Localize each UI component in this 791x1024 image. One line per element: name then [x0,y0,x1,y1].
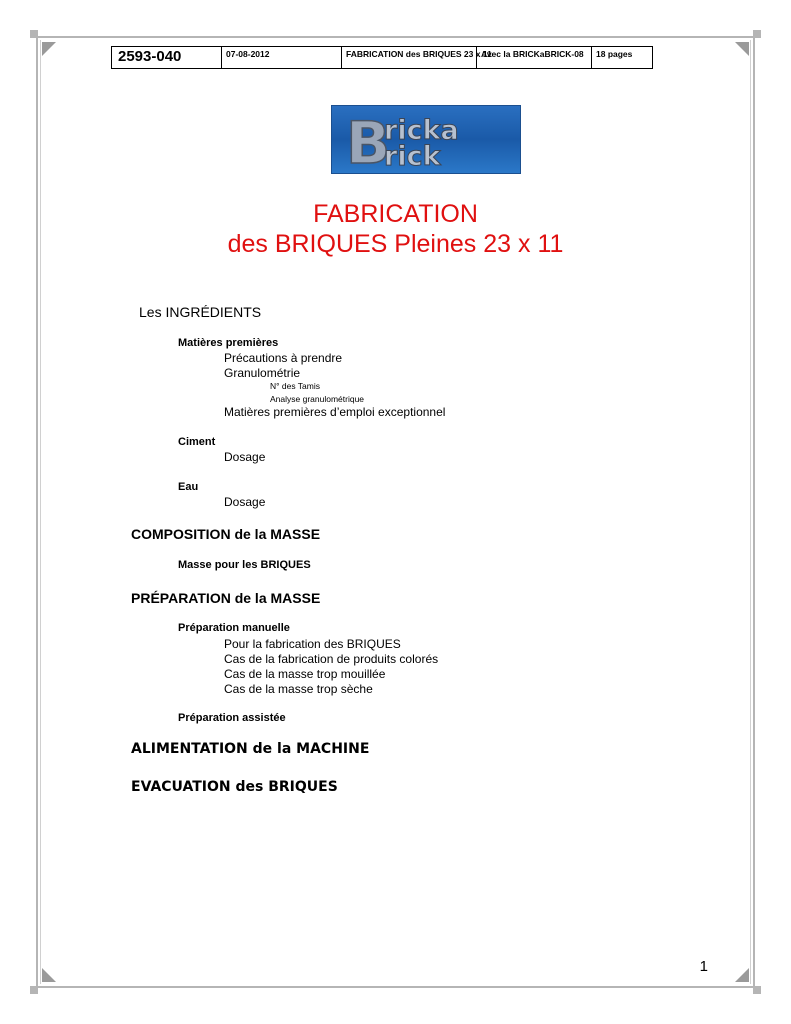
page-number: 1 [699,958,708,975]
item-emploi-exceptionnel: Matières premières d’emploi exceptionnel [224,405,446,419]
subheading-masse-briques: Masse pour les BRIQUES [178,559,311,571]
svg-text:ricka: ricka [384,115,459,146]
document-subject: FABRICATION des BRIQUES 23 x 11 [342,47,477,68]
title-line-1: FABRICATION [313,200,478,228]
item-fabrication-briques: Pour la fabrication des BRIQUES [224,637,401,651]
document-code: 2593-040 [112,47,222,68]
subheading-eau: Eau [178,481,199,493]
item-masse-seche: Cas de la masse trop sèche [224,682,373,696]
heading-ingredients: Les INGRÉDIENTS [139,304,262,320]
heading-composition: COMPOSITION de la MASSE [131,526,321,542]
item-granulometrie: Granulométrie [224,366,301,380]
heading-preparation: PRÉPARATION de la MASSE [131,590,321,606]
heading-evacuation: EVACUATION des BRIQUES [131,779,338,795]
document-machine: Avec la BRICKaBRICK-08 [477,47,592,68]
heading-alimentation: ALIMENTATION de la MACHINE [131,741,370,757]
title-line-2: des BRIQUES Pleines 23 x 11 [227,230,564,258]
subheading-matieres: Matières premières [178,337,279,349]
svg-text:rick: rick [384,141,441,172]
subheading-preparation-manuelle: Préparation manuelle [178,622,290,634]
item-produits-colores: Cas de la fabrication de produits colorés [224,652,439,666]
item-precautions: Précautions à prendre [224,351,343,365]
subheading-preparation-assistee: Préparation assistée [178,712,286,724]
item-eau-dosage: Dosage [224,495,266,509]
document-date: 07-08-2012 [222,47,342,68]
subheading-ciment: Ciment [178,436,216,448]
item-ciment-dosage: Dosage [224,450,266,464]
header-table [111,46,653,69]
subitem-tamis: N° des Tamis [270,381,321,391]
item-masse-mouillee: Cas de la masse trop mouillée [224,667,386,681]
subitem-analyse: Analyse granulométrique [270,394,365,404]
document-pages: 18 pages [596,49,633,59]
bricka-brick-logo [331,105,521,177]
svg-text:B: B [346,109,391,177]
